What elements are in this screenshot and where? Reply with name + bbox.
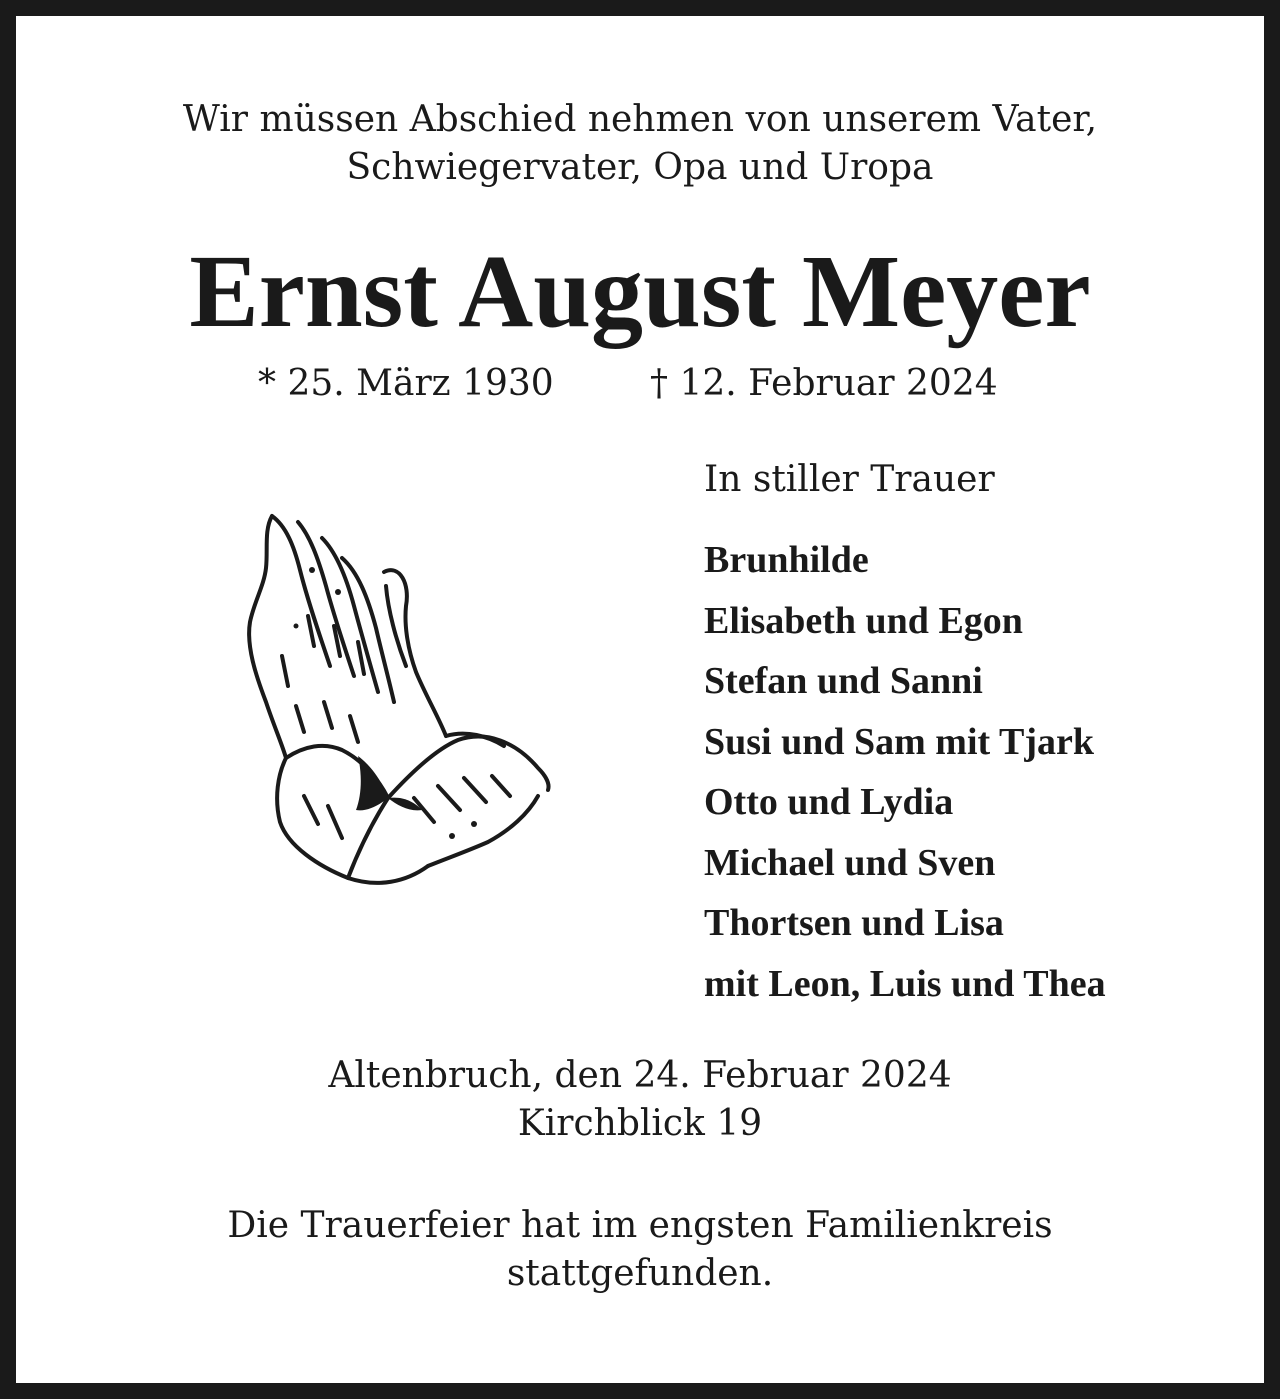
mourner-item: Brunhilde [704, 539, 869, 581]
mourner-item: Thortsen und Lisa [704, 902, 1004, 944]
mourners-list [704, 530, 1106, 1014]
death-date: † 12. Februar 2024 [650, 363, 998, 404]
intro-text [0, 96, 1280, 192]
mourner-item: Michael und Sven [704, 841, 996, 884]
mourner-item: Elisabeth und Egon [704, 599, 1023, 642]
place-and-address [0, 1052, 1280, 1148]
intro-line-2: Schwiegervater, Opa und Uropa [346, 147, 934, 188]
mourner-item: mit Leon, Luis und Thea [704, 962, 1106, 1005]
mourner-item: Susi und Sam mit Tjark [704, 720, 1094, 763]
birth-date: * 25. März 1930 [258, 363, 554, 404]
praying-hands-icon [238, 506, 558, 890]
closing-line-2: stattgefunden. [506, 1253, 774, 1294]
address: Kirchblick 19 [517, 1103, 763, 1144]
place-date: Altenbruch, den 24. Februar 2024 [328, 1055, 952, 1096]
intro-line-1: Wir müssen Abschied nehmen von unserem Vater, [182, 99, 1098, 140]
closing-text [0, 1202, 1280, 1298]
mourner-item: Stefan und Sanni [704, 660, 983, 702]
closing-line-1: Die Trauerfeier hat im engsten Familienkreis [227, 1205, 1053, 1246]
mourner-item: Otto und Lydia [704, 781, 954, 823]
mourning-phrase: In stiller Trauer [704, 459, 995, 500]
deceased-name: Ernst August Meyer [189, 234, 1091, 349]
